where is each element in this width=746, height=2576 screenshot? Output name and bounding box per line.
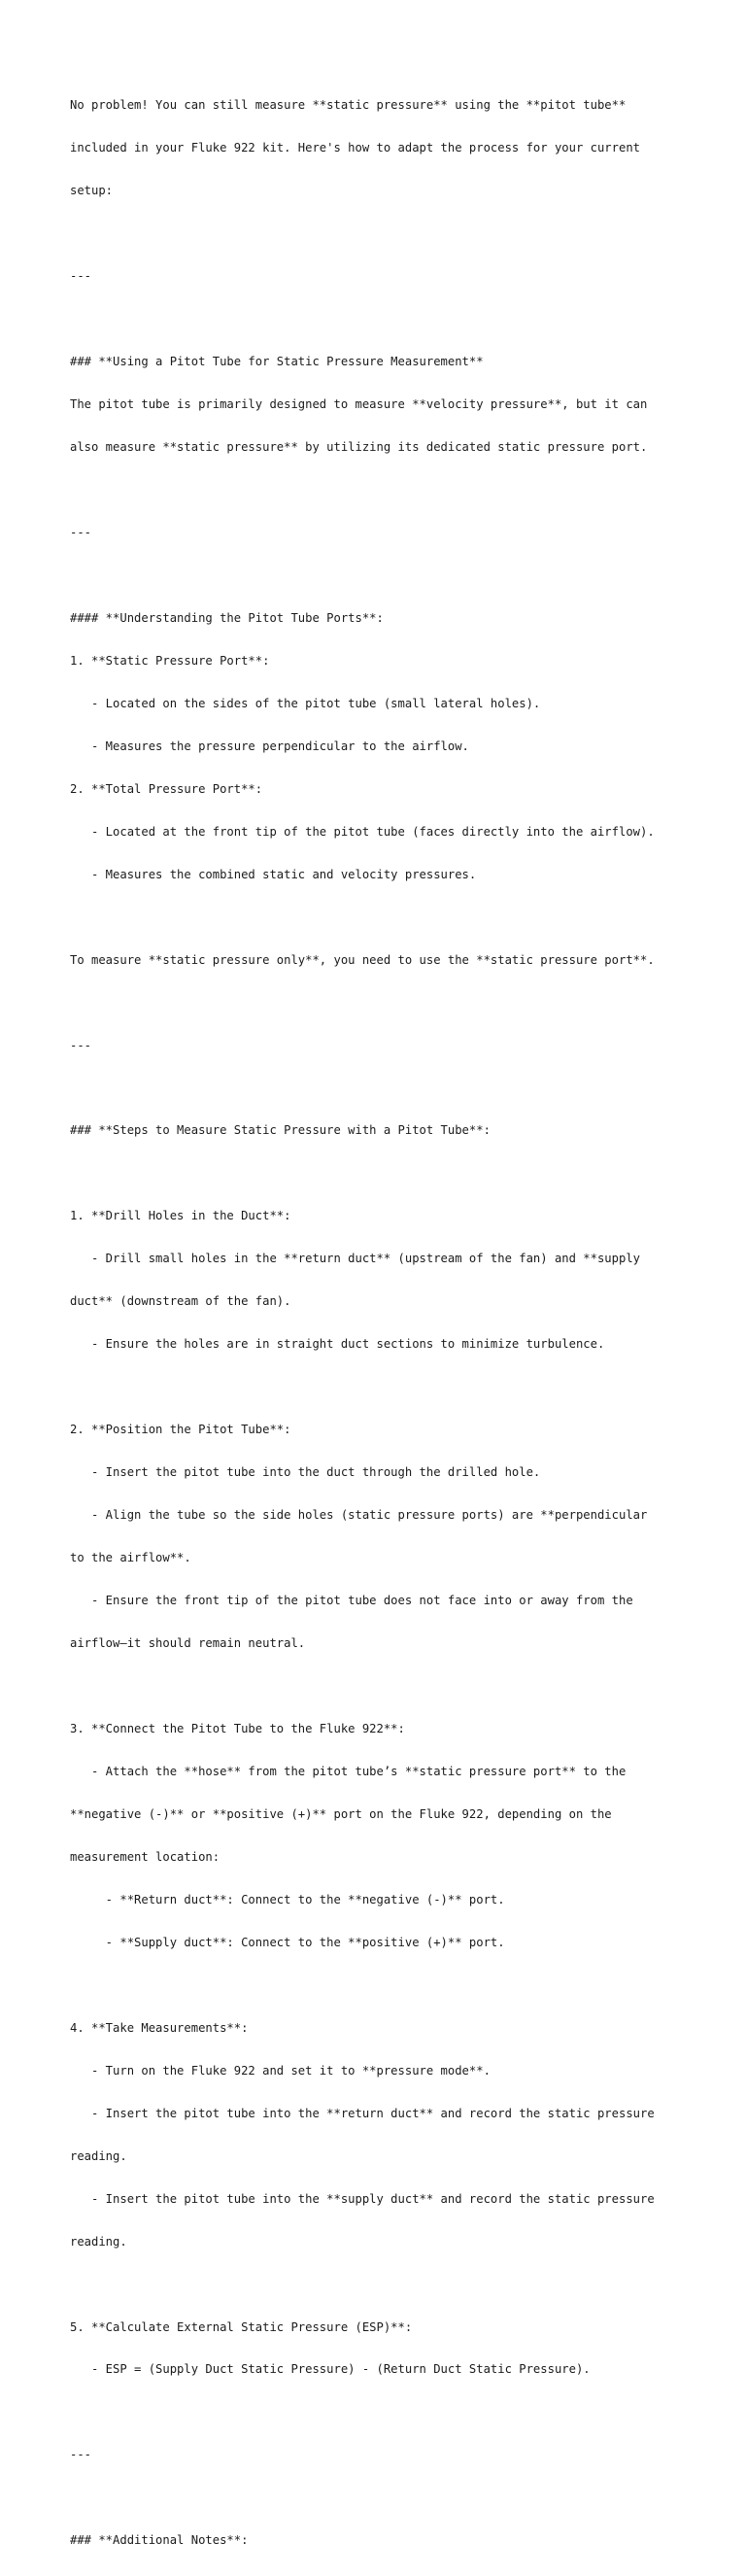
text-line	[70, 1166, 682, 1181]
document-body	[70, 70, 682, 2576]
list-item: airflow—it should remain neutral.	[70, 1636, 306, 1651]
text-line	[70, 910, 682, 925]
list-item: - **Supply duct**: Connect to the **positive (+)** port.	[70, 1935, 505, 1949]
list-item: **negative (-)** or **positive (+)** port on the Fluke 922, depending on the	[70, 1806, 612, 1821]
list-item: - Insert the pitot tube into the duct through the drilled hole.	[70, 1465, 541, 1480]
list-item: - Drill small holes in the **return duct** (upstream of the fan) and **supply	[70, 1252, 640, 1266]
list-item: 4. **Take Measurements**:	[70, 2020, 249, 2035]
list-item: - Measures the combined static and velocity pressures.	[70, 867, 477, 881]
list-item: - ESP = (Supply Duct Static Pressure) - (Return Duct Static Pressure).	[70, 2362, 591, 2377]
list-item: - **Return duct**: Connect to the **negative (-)** port.	[70, 1892, 505, 1906]
list-item: 2. **Total Pressure Port**:	[70, 781, 263, 796]
list-item: 1. **Static Pressure Port**:	[70, 653, 270, 668]
section-heading: ### **Steps to Measure Static Pressure with a Pitot Tube**:	[70, 1123, 491, 1138]
text-line	[70, 226, 682, 241]
text-line: To measure **static pressure only**, you need to use the **static pressure port**.	[70, 952, 655, 967]
list-item: - Insert the pitot tube into the **supply duct** and record the static pressure	[70, 2191, 655, 2206]
list-item: - Align the tube so the side holes (static pressure ports) are **perpendicular	[70, 1508, 648, 1523]
list-item: 3. **Connect the Pitot Tube to the Fluke 922**:	[70, 1721, 405, 1735]
text-line: No problem! You can still measure **static pressure** using the **pitot tube**	[70, 98, 627, 113]
text-line	[70, 1082, 682, 1096]
text-line: included in your Fluke 922 kit. Here's how to adapt the process for your current	[70, 141, 640, 155]
text-line	[70, 483, 682, 498]
list-item: - Ensure the holes are in straight duct sections to minimize turbulence.	[70, 1337, 605, 1352]
separator-line: ---	[70, 1038, 92, 1052]
separator-line: ---	[70, 525, 92, 539]
list-item: 1. **Drill Holes in the Duct**:	[70, 1209, 291, 1223]
list-item: - Insert the pitot tube into the **return duct** and record the static pressure	[70, 2106, 655, 2120]
text-line	[70, 312, 682, 326]
list-item: to the airflow**.	[70, 1551, 191, 1565]
subsection-heading: #### **Understanding the Pitot Tube Ports**:	[70, 610, 384, 625]
list-item: duct** (downstream of the fan).	[70, 1294, 291, 1309]
text-line	[70, 2278, 682, 2292]
list-item: - Located on the sides of the pitot tube (small lateral holes).	[70, 696, 541, 710]
list-item: reading.	[70, 2148, 127, 2163]
section-heading: ### **Additional Notes**:	[70, 2533, 249, 2548]
list-item: 2. **Position the Pitot Tube**:	[70, 1423, 291, 1437]
text-line: setup:	[70, 184, 114, 198]
list-item: - Located at the front tip of the pitot tube (faces directly into the airflow).	[70, 824, 655, 839]
text-line: The pitot tube is primarily designed to measure **velocity pressure**, but it can	[70, 397, 648, 412]
text-line	[70, 2405, 682, 2420]
text-line	[70, 2490, 682, 2505]
text-line: also measure **static pressure** by utilizing its dedicated static pressure port.	[70, 440, 648, 455]
separator-line: ---	[70, 269, 92, 284]
list-item: 5. **Calculate External Static Pressure (ESP)**:	[70, 2319, 413, 2334]
list-item: reading.	[70, 2234, 127, 2249]
text-line	[70, 1978, 682, 1993]
section-heading: ### **Using a Pitot Tube for Static Pressure Measurement**	[70, 355, 484, 369]
text-line	[70, 996, 682, 1011]
list-item: - Turn on the Fluke 922 and set it to **pressure mode**.	[70, 2063, 491, 2078]
text-line	[70, 1380, 682, 1394]
list-item: - Attach the **hose** from the pitot tube’s **static pressure port** to the	[70, 1764, 627, 1778]
separator-line: ---	[70, 2448, 92, 2462]
list-item: - Ensure the front tip of the pitot tube does not face into or away from the	[70, 1594, 633, 1608]
list-item: measurement location:	[70, 1849, 220, 1864]
text-line	[70, 568, 682, 583]
text-line	[70, 1679, 682, 1694]
list-item: - Measures the pressure perpendicular to the airflow.	[70, 738, 469, 753]
